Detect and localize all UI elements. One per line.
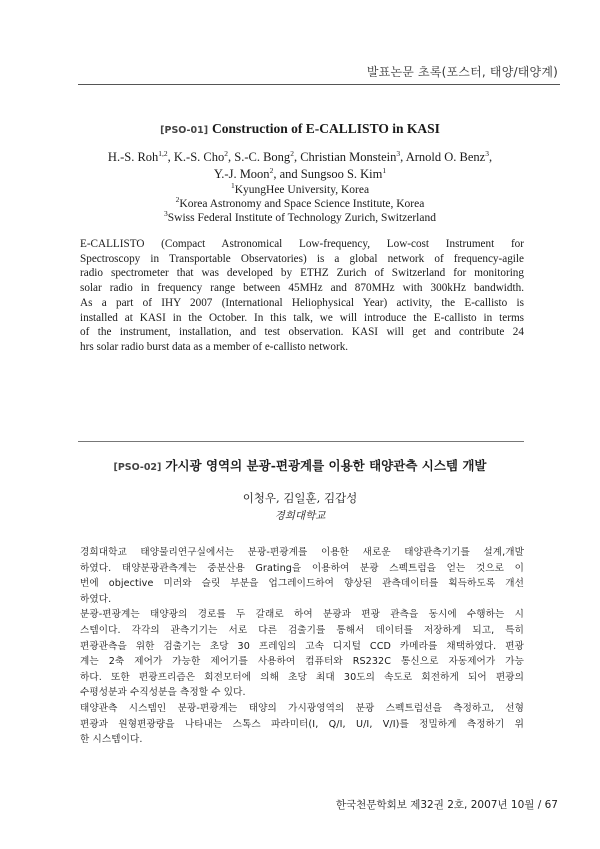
paper2-affiliation: 경희대학교: [274, 510, 326, 522]
body-line: 편광과 원형편광량을 나타내는 스톡스 파라미터(I, Q/I, U/I, V/I)를 정밀하게 측정하기 위: [80, 718, 524, 730]
author-affil-mark: 3: [396, 148, 401, 158]
abstract-line: solar radio in frequency range between 45MHz and 870MHz with 300kHz bandwidth.: [80, 282, 524, 295]
body-line: 경희대학교 태양물리연구실에서는 분광-편광계를 이용한 새로운 태양관측기기를 설계,개발: [80, 547, 524, 558]
affiliation-mark: 1: [230, 181, 235, 191]
paper1-authors-line2: [60, 166, 540, 183]
author-name: Sungsoo S. Kim: [300, 167, 383, 181]
abstract-line: of the instrument, installation, and test observation. KASI will get and contribute 24: [80, 326, 524, 339]
body-line: 수평성분과 수직성분을 측정할 수 있다.: [80, 687, 246, 699]
paper2-code: [PSO-02]: [113, 462, 162, 473]
author-name: S.-C. Bong: [234, 150, 291, 164]
author-affil-mark: 2: [269, 165, 274, 175]
abstract-line: As a part of IHY 2007 (International Heliophysical Year) activity, the E-callisto is: [80, 296, 524, 309]
affiliation-line: [60, 197, 540, 211]
abstract-line: E-CALLISTO (Compact Astronomical Low-frequency, Low-cost Instrument for: [80, 238, 524, 250]
author-separator: ,: [488, 150, 493, 164]
author-separator: , and: [273, 167, 301, 181]
paper1-authors: [60, 149, 540, 183]
body-line: 편광관측을 위한 검출기는 초당 30 프레임의 고속 디지털 CCD 카메라를 채택하였다. 편광: [80, 640, 524, 652]
author-affil-mark: 2: [290, 148, 294, 158]
author-name: H.-S. Roh: [107, 150, 159, 164]
author-separator: ,: [400, 150, 406, 164]
body-line: 계는 2축 제어가 가능한 제어기를 사용하여 컴퓨터와 RS232C 통신으로 자동제어가 가능: [80, 656, 524, 668]
body-line: 태양관측 시스템인 분광-편광계는 태양의 가시광영역의 분광 스펙트럼선을 측정하고, 선형: [80, 702, 524, 714]
body-line: 분광-편광계는 태양광의 경로를 두 갈래로 하여 분광과 편광 관측을 동시에 수행하는 시: [80, 609, 524, 621]
abstract-line: radio spectrometer that was developed by ETHZ Zurich of Switzerland for monitoring: [80, 267, 524, 280]
author-name: Arnold O. Benz: [405, 150, 486, 164]
affiliation-mark: 2: [175, 195, 180, 205]
author-affil-mark: 2: [224, 148, 229, 158]
author-affil-mark: 1: [382, 165, 387, 175]
abstract-line: Spectroscopy in Transportable Observatories) is a global network of frequency-agile: [80, 252, 524, 265]
body-line: 번에 objective 미러와 슬릿 부분을 업그레이드하여 향상된 관측데이터를 획득하도록 개선: [80, 578, 524, 590]
author-name: Christian Monstein: [300, 150, 397, 164]
section-divider: [78, 441, 524, 442]
paper1-abstract: [80, 237, 524, 355]
section-header: 발표논문 초록(포스터, 태양/태양계): [366, 65, 558, 79]
paper1-code: [PSO-01]: [160, 125, 209, 136]
paper1-title: Construction of E-CALLISTO in KASI: [212, 121, 440, 136]
paper1-authors-line1: [60, 149, 540, 166]
author-separator: ,: [293, 150, 301, 164]
body-line: 스템이다. 각각의 관측기기는 서로 다른 검출기를 통해서 데이터를 저장하게 되고, 특히: [80, 624, 524, 636]
affiliation-line: [60, 211, 540, 225]
paper2-title-line: [0, 456, 600, 474]
paper1-affiliations: [60, 183, 540, 225]
affiliation-mark: 3: [164, 209, 168, 219]
affiliation-line: [60, 183, 540, 197]
paper2-body: [80, 545, 524, 748]
header-rule: [78, 84, 560, 85]
body-line: 한 시스템이다.: [80, 734, 143, 746]
author-affil-mark: 1,2: [158, 148, 168, 158]
affiliation-text: KyungHee University, Korea: [234, 184, 370, 196]
body-line: 하였다.: [80, 593, 112, 605]
affiliation-text: Swiss Federal Institute of Technology Zurich, Switzerland: [167, 212, 436, 224]
paper2-title: 가시광 영역의 분광-편광계를 이용한 태양관측 시스템 개발: [165, 458, 487, 473]
author-name: K.-S. Cho: [173, 150, 225, 164]
author-name: Y.-J. Moon: [213, 167, 270, 181]
author-affil-mark: 3: [485, 148, 489, 158]
author-separator: ,: [228, 150, 235, 164]
body-line: 하였다. 태양분광관측계는 중분산용 Grating을 이용하여 분광 스펙트럼을 얻는 것으로 이: [80, 562, 524, 574]
paper2-authors: 이청우, 김일훈, 김갑성: [242, 491, 358, 505]
author-separator: ,: [167, 150, 174, 164]
paper1-title-line: [0, 121, 600, 137]
body-line: 하다. 또한 편광프리즘은 회전모터에 의해 초당 최대 30도의 속도로 회전하게 되어 편광의: [80, 671, 524, 683]
affiliation-text: Korea Astronomy and Space Science Institute, Korea: [179, 198, 425, 210]
abstract-line: installed at KASI in the October. In this talk, we will introduce the E-callisto in terms: [80, 311, 524, 324]
page-footer: 한국천문학회보 제32권 2호, 2007년 10월 / 67: [335, 799, 558, 811]
abstract-line: hrs solar radio burst data as a member of e-callisto network.: [80, 340, 349, 353]
